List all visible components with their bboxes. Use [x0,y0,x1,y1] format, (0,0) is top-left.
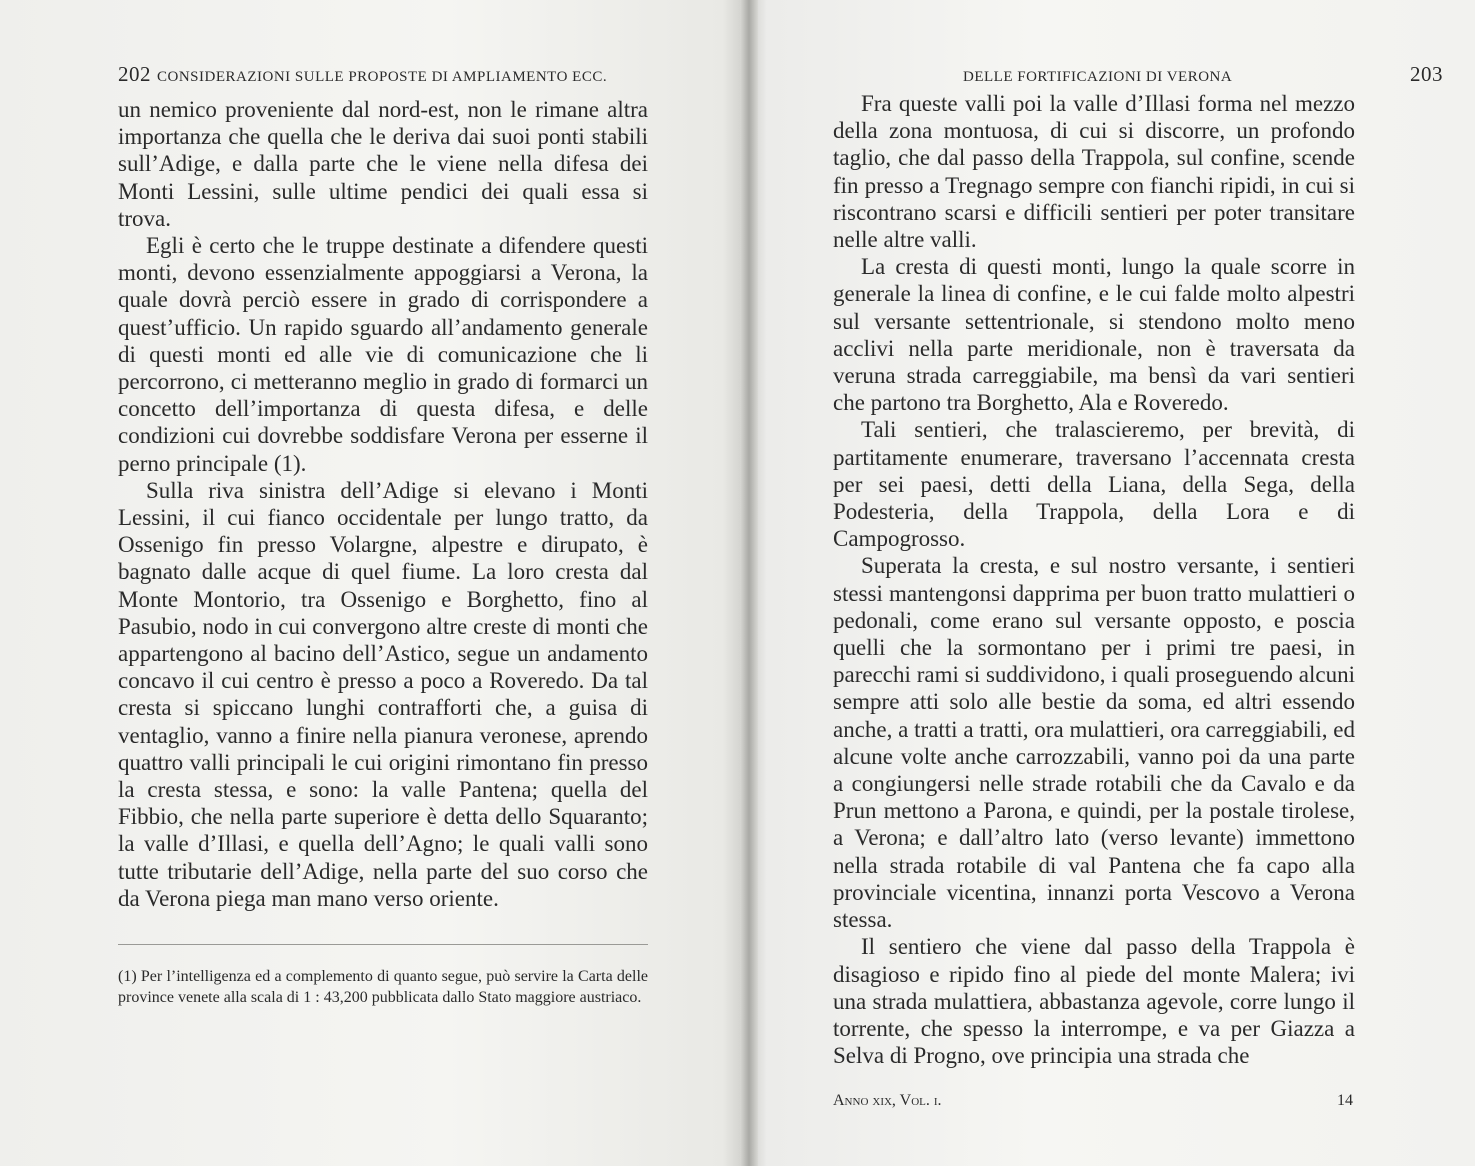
left-running-title: CONSIDERAZIONI SULLE PROPOSTE DI AMPLIAMENTO ECC. [157,69,608,85]
right-footer [833,1092,1353,1110]
left-paragraph-1: un nemico proveniente dal nord-est, non le rimane altra importanza che quella che le deriva dai suoi ponti stabili sull’Adige, e dalla parte che le viene nella difesa dei Monti Lessini, sulle ultime pendici dei quali essa si trova. [118,97,648,231]
right-running-head [963,62,1443,88]
right-paragraph-1: Fra queste valli poi la valle d’Illasi forma nel mezzo della zona montuosa, di cui si discorre, un profondo taglio, che dal passo della Trappola, sul confine, scende fin presso a Tregnago sempre con fianchi ripidi, in cui si riscontrano scarsi e difficili sentieri per poter transitare nelle altre valli. [833,91,1355,253]
footnote: (1) Per l’intelligenza ed a complemento di quanto segue, può servire la Carta delle province venete alla scala di 1 : 43,200 pubblicata dallo Stato maggiore austriaco. [118,968,648,1006]
footnote-rule [118,944,648,945]
book-gutter [740,0,758,1166]
right-paragraph-4: Superata la cresta, e sul nostro versante, i sentieri stessi mantengonsi dapprima per buon tratto mulattieri o pedonali, come erano sul versante opposto, e poscia quelli che la sormontano per i primi tre paesi, in parecchi rami si suddividono, i quali proseguendo alcuni sempre atti solo alle bestie da soma, ed altri essendo anche, a tratti a tratti, ora mulattieri, ora carreggiabili, ed alcune volte anche carrozzabili, vanno poi da una parte a congiungersi nelle strade rotabili che da Cavalo e da Prun mettono a Parona, e quindi, per la postale tirolese, a Verona; e dall’altro lato (verso levante) immettono nella strada rotabile di val Pantena che fa capo alla provinciale vicentina, innanzi porta Vescovo a Verona stessa. [833,553,1355,933]
right-running-title: DELLE FORTIFICAZIONI DI VERONA [963,69,1233,85]
footer-volume: Anno xix, Vol. i. [833,1092,942,1109]
left-body-text [118,96,648,912]
right-paragraph-5: Il sentiero che viene dal passo della Trappola è disagioso e ripido fino al piede del monte Malera; ivi una strada mulattiera, abbastanza agevole, corre lungo il torrente, che spesso la interrompe, e va per Giazza a Selva di Progno, ove principia una strada che [833,934,1355,1069]
right-page [745,0,1475,1166]
left-paragraph-2: Egli è certo che le truppe destinate a difendere questi monti, devono essenzialmente appoggiarsi a Verona, la quale dovrà perciò essere in grado di corrispondere a quest’ufficio. Un rapido sguardo all’andamento generale di questi monti ed alle vie di comunicazione che li percorrono, ci metteranno meglio in grado di formarci un concetto dell’importanza di questa difesa, e delle condizioni cui dovrebbe soddisfare Verona per esserne il perno principale (1). [118,233,648,476]
left-running-head [118,62,640,88]
right-page-number: 203 [1410,62,1443,86]
right-paragraph-3: Tali sentieri, che tralascieremo, per brevità, di partitamente enumerare, traversano l’accennata cresta per sei paesi, detti della Liana, della Sega, della Podesteria, della Trappola, della Lora e di Campogrosso. [833,417,1355,552]
left-paragraph-3: Sulla riva sinistra dell’Adige si elevano i Monti Lessini, il cui fianco occidentale per lungo tratto, da Ossenigo fin presso Volargne, alpestre e dirupato, è bagnato dalle acque di quel fiume. La loro cresta dal Monte Montorio, tra Ossenigo e Borghetto, fino al Pasubio, nodo in cui convergono altre creste di monti che appartengono al bacino dell’Astico, segue un andamento concavo il cui centro è presso a poco a Roveredo. Da tal cresta si spiccano lunghi contrafforti che, a guisa di ventaglio, vanno a finire nella pianura veronese, aprendo quattro valli principali le cui origini rimontano fin presso la cresta stessa, e sono: la valle Pantena; quella del Fibbio, che nella parte superiore è detta dello Squaranto; la valle d’Illasi, e quella dell’Agno; le quali valli sono tutte tributarie dell’Adige, nella parte del suo corso che da Verona piega man mano verso oriente. [118,477,648,911]
left-page-number: 202 [118,62,151,86]
right-paragraph-2: La cresta di questi monti, lungo la quale scorre in generale la linea di confine, e le cui falde molto alpestri sul versante settentrionale, si stendono molto meno acclivi nella parte meridionale, non è traversata da veruna strada carreggiabile, ma bensì da vari sentieri che partono tra Borghetto, Ala e Roveredo. [833,254,1355,416]
right-body-text [833,90,1355,1069]
footer-signature: 14 [1337,1092,1353,1109]
